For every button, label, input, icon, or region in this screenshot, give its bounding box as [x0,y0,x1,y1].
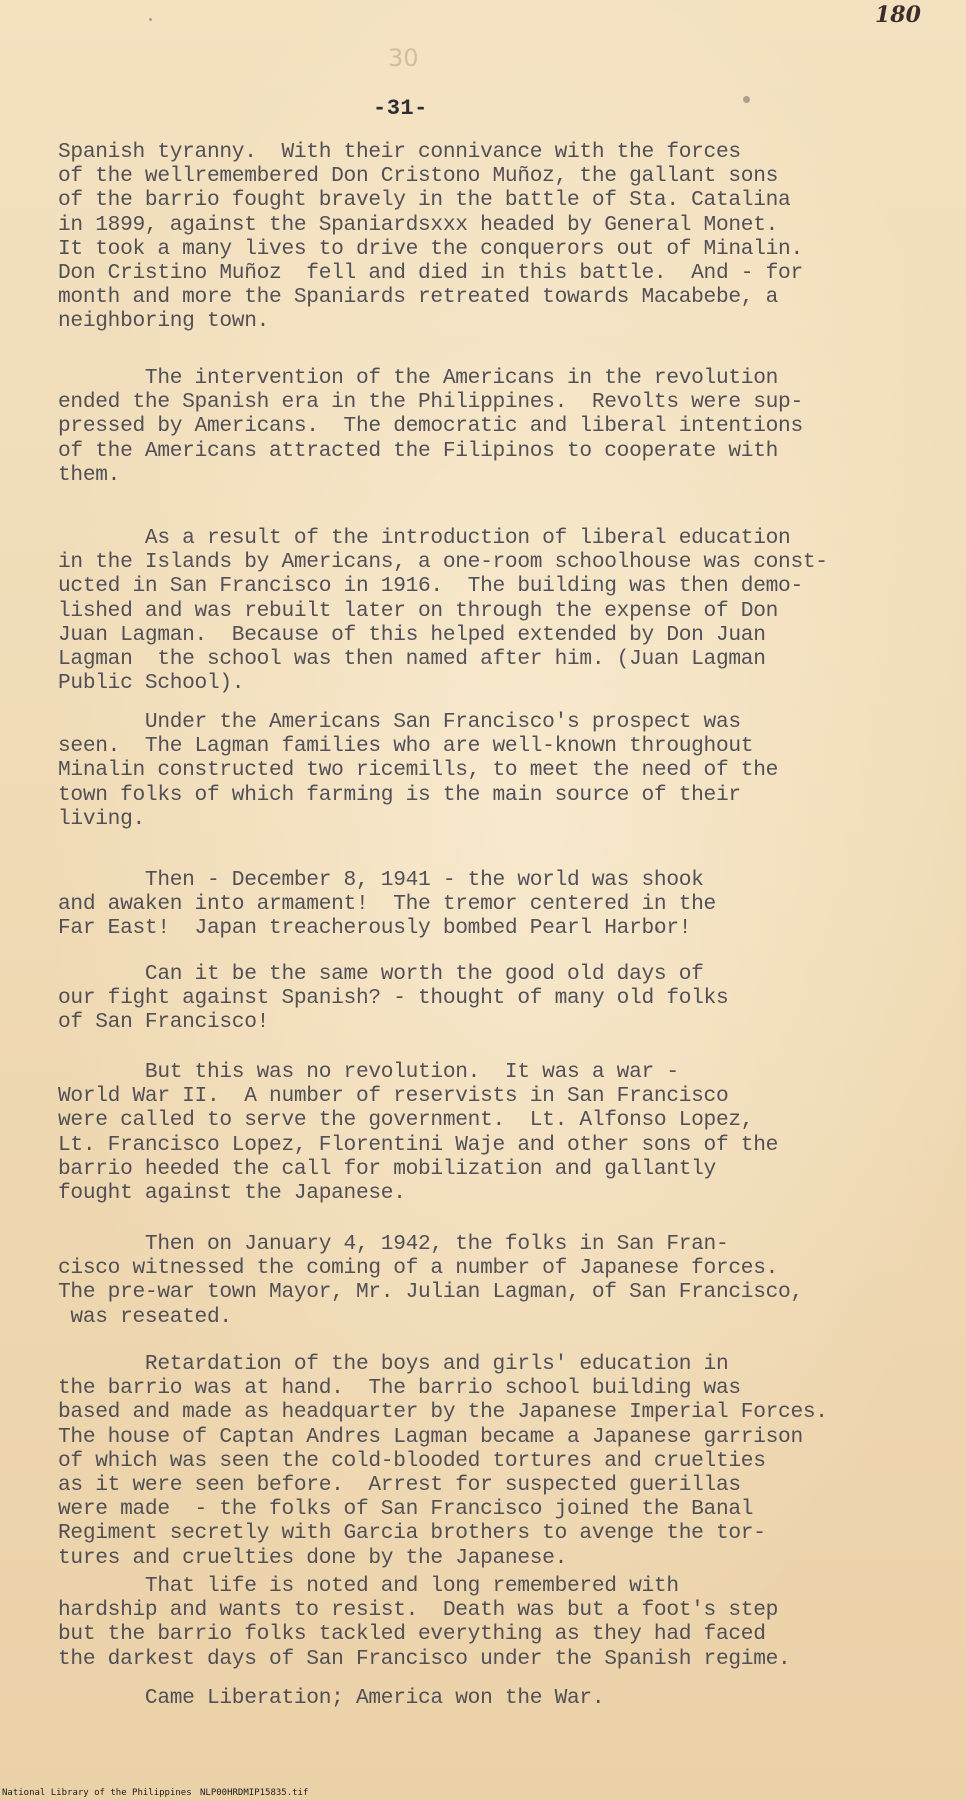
text-line: was reseated. [58,1304,232,1329]
text-line: Spanish tyranny. With their connivance with the forces [58,140,741,164]
text-line: ended the Spanish era in the Philippines. Revolts were sup- [58,390,803,415]
text-line: lished and was rebuilt later on through the expense of Don [58,598,779,623]
text-line: our fight against Spanish? - thought of many old folks [58,986,729,1011]
text-line: The pre-war town Mayor, Mr. Julian Lagman, of San Francisco, [58,1280,803,1305]
handwritten-folio-number: 180 [875,2,921,28]
text-line: month and more the Spaniards retreated towards Macabebe, a [58,285,779,310]
text-line: of San Francisco! [58,1010,270,1035]
text-line: but the barrio folks tackled everything as they had faced [58,1622,766,1647]
paragraph-2 [58,366,938,487]
text-line: That life is noted and long remembered with [58,1574,679,1598]
text-line: Regiment secretly with Garcia brothers to avenge the tor- [58,1521,766,1546]
text-line: in the Islands by Americans, a one-room schoolhouse was const- [58,550,828,575]
ink-speck [743,96,750,103]
text-line: neighboring town. [58,309,270,334]
text-line: cisco witnessed the coming of a number of Japanese forces. [58,1256,779,1281]
paragraph-5 [58,868,938,941]
text-line: Can it be the same worth the good old days of [58,962,704,986]
text-line: as it were seen before. Arrest for suspected guerillas [58,1473,741,1498]
paragraph-7 [58,1060,938,1205]
text-line: of which was seen the cold-blooded tortures and cruelties [58,1448,766,1473]
text-line: Lt. Francisco Lopez, Florentini Waje and other sons of the [58,1132,779,1157]
pencil-page-mark: 30 [388,44,419,72]
paragraph-6 [58,962,938,1035]
footer-file-name: NLP00HRDMIP15835.tif [200,1788,309,1798]
text-line: Then - December 8, 1941 - the world was shook [58,868,704,892]
text-line: barrio heeded the call for mobilization and gallantly [58,1156,716,1181]
text-line: The intervention of the Americans in the revolution [58,366,779,390]
text-line: pressed by Americans. The democratic and liberal intentions [58,414,803,439]
text-line: tures and cruelties done by the Japanese. [58,1545,567,1570]
paragraph-4 [58,710,938,831]
text-line: of the barrio fought bravely in the battle of Sta. Catalina [58,188,791,213]
text-line: It took a many lives to drive the conquerors out of Minalin. [58,236,803,261]
text-line: based and made as headquarter by the Japanese Imperial Forces. [58,1400,828,1425]
text-line: As a result of the introduction of liberal education [58,526,791,550]
text-line: were called to serve the government. Lt. Alfonso Lopez, [58,1108,754,1133]
text-line: the darkest days of San Francisco under the Spanish regime. [58,1646,791,1671]
text-line: hardship and wants to resist. Death was but a foot's step [58,1598,779,1623]
page-number: -31- [373,96,428,121]
paragraph-9 [58,1352,938,1570]
text-line: living. [58,806,145,831]
text-line: Juan Lagman. Because of this helped extended by Don Juan [58,622,766,647]
paragraph-3 [58,526,938,695]
text-line: town folks of which farming is the main source of their [58,782,741,807]
text-line: ucted in San Francisco in 1916. The building was then demo- [58,574,803,599]
text-line: Don Cristino Muñoz fell and died in this battle. And - for [58,261,803,286]
text-line: and awaken into armament! The tremor centered in the [58,892,716,917]
text-line: Far East! Japan treacherously bombed Pearl Harbor! [58,916,692,941]
text-line: But this was no revolution. It was a war - [58,1060,679,1084]
text-line: seen. The Lagman families who are well-known throughout [58,734,754,759]
paragraph-8 [58,1232,938,1329]
ink-speck [149,18,152,21]
text-line: of the wellremembered Don Cristono Muñoz, the gallant sons [58,164,779,189]
text-line: Minalin constructed two ricemills, to meet the need of the [58,758,779,783]
text-line: in 1899, against the Spaniardsxxx headed by General Monet. [58,212,779,237]
paragraph-11 [58,1686,938,1710]
text-line: Retardation of the boys and girls' education in [58,1352,729,1376]
text-line: Lagman the school was then named after him. (Juan Lagman [58,647,766,672]
scan-footer [0,1786,966,1800]
paragraph-1 [58,140,938,334]
text-line: Public School). [58,671,245,696]
text-line: The house of Captan Andres Lagman became a Japanese garrison [58,1424,803,1449]
text-line: them. [58,462,121,487]
text-line: Then on January 4, 1942, the folks in San Fran- [58,1232,729,1256]
paragraph-10 [58,1574,938,1671]
text-line: World War II. A number of reservists in San Francisco [58,1084,729,1109]
text-line: were made - the folks of San Francisco joined the Banal [58,1497,754,1522]
text-line: the barrio was at hand. The barrio school building was [58,1376,741,1401]
footer-source: National Library of the Philippines [2,1788,192,1798]
text-line: Came Liberation; America won the War. [58,1686,605,1710]
text-line: Under the Americans San Francisco's prospect was [58,710,741,734]
text-line: fought against the Japanese. [58,1181,406,1206]
text-line: of the Americans attracted the Filipinos to cooperate with [58,438,779,463]
